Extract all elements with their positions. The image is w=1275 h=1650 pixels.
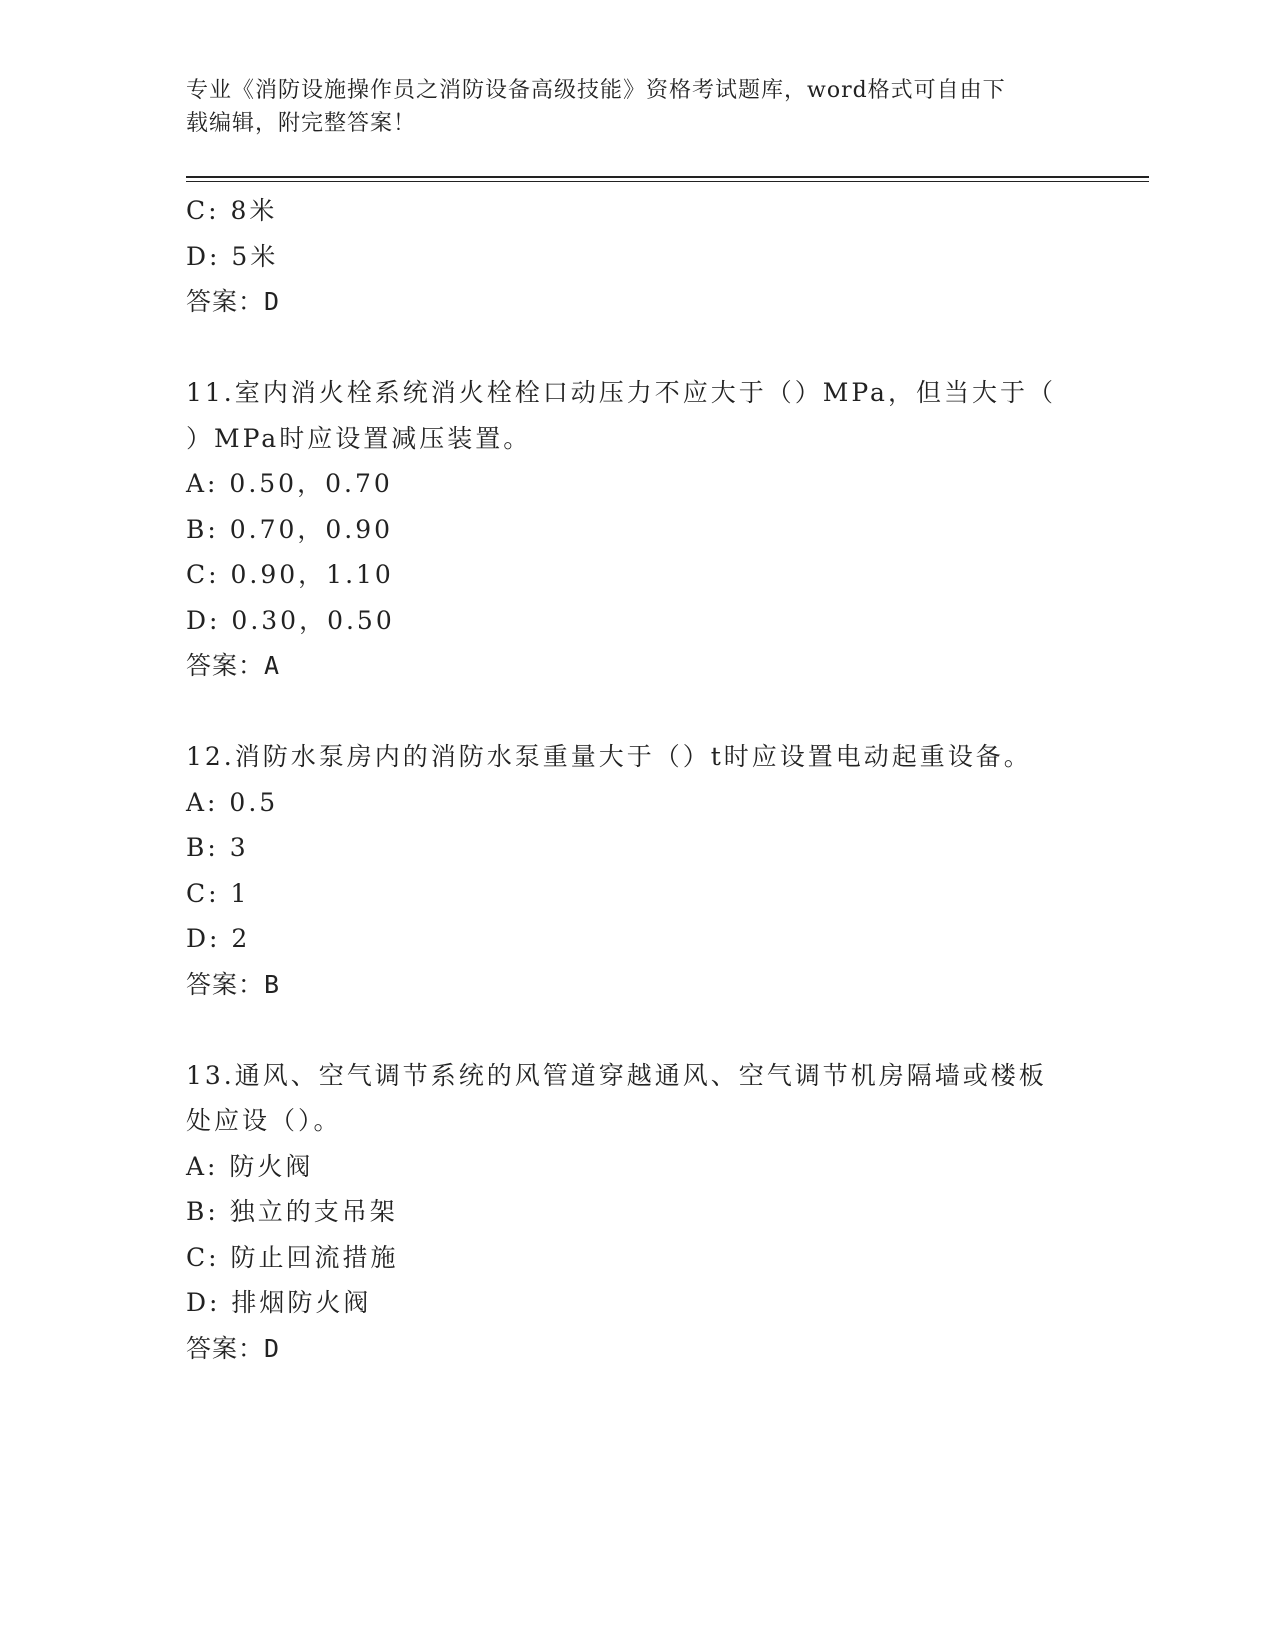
option-a: A: 0.50，0.70 — [186, 469, 393, 498]
question-text-line-1: 11.室内消火栓系统消火栓栓口动压力不应大于（）MPa，但当大于（ — [186, 378, 1056, 407]
option-c: C: 8米 — [186, 196, 278, 225]
question-text-line-1: 12.消防水泵房内的消防水泵重量大于（）t时应设置电动起重设备。 — [186, 742, 1032, 771]
header-divider-thick — [186, 176, 1149, 178]
question-12 — [186, 734, 1066, 1007]
option-a: A: 0.5 — [186, 787, 279, 817]
question-text-line-2: ）MPa时应设置减压装置。 — [186, 423, 532, 453]
answer-line: 答案：B — [186, 969, 281, 999]
question-text-line-1: 13.通风、空气调节系统的风管道穿越通风、空气调节机房隔墙或楼板 — [186, 1060, 1047, 1090]
header-line-2: 载编辑，附完整答案！ — [186, 111, 417, 136]
option-c: C: 1 — [186, 878, 250, 908]
answer-line: 答案：D — [186, 287, 281, 316]
spacer — [186, 325, 1066, 371]
question-11 — [186, 370, 1066, 689]
spacer — [186, 689, 1066, 735]
answer-line: 答案：D — [186, 1333, 281, 1363]
spacer — [186, 1007, 1066, 1053]
document-header — [186, 74, 1066, 140]
header-divider-thin — [186, 181, 1149, 182]
question-10-continued — [186, 188, 1066, 325]
question-list — [186, 188, 1066, 1371]
option-b: B: 0.70，0.90 — [186, 514, 394, 544]
answer-line: 答案：A — [186, 651, 281, 680]
option-c: C: 防止回流措施 — [186, 1242, 399, 1272]
option-d: D: 排烟防火阀 — [186, 1288, 372, 1317]
option-a: A: 防火阀 — [186, 1151, 314, 1181]
option-b: B: 独立的支吊架 — [186, 1197, 398, 1226]
question-13 — [186, 1053, 1066, 1372]
option-c: C: 0.90，1.10 — [186, 560, 394, 589]
option-d: D: 0.30，0.50 — [186, 605, 395, 635]
question-text-line-2: 处应设（）。 — [186, 1106, 342, 1135]
header-line-1: 专业《消防设施操作员之消防设备高级技能》资格考试题库，word格式可自由下 — [186, 78, 1006, 103]
option-d: D: 5米 — [186, 241, 279, 271]
option-d: D: 2 — [186, 924, 251, 953]
option-b: B: 3 — [186, 833, 249, 862]
